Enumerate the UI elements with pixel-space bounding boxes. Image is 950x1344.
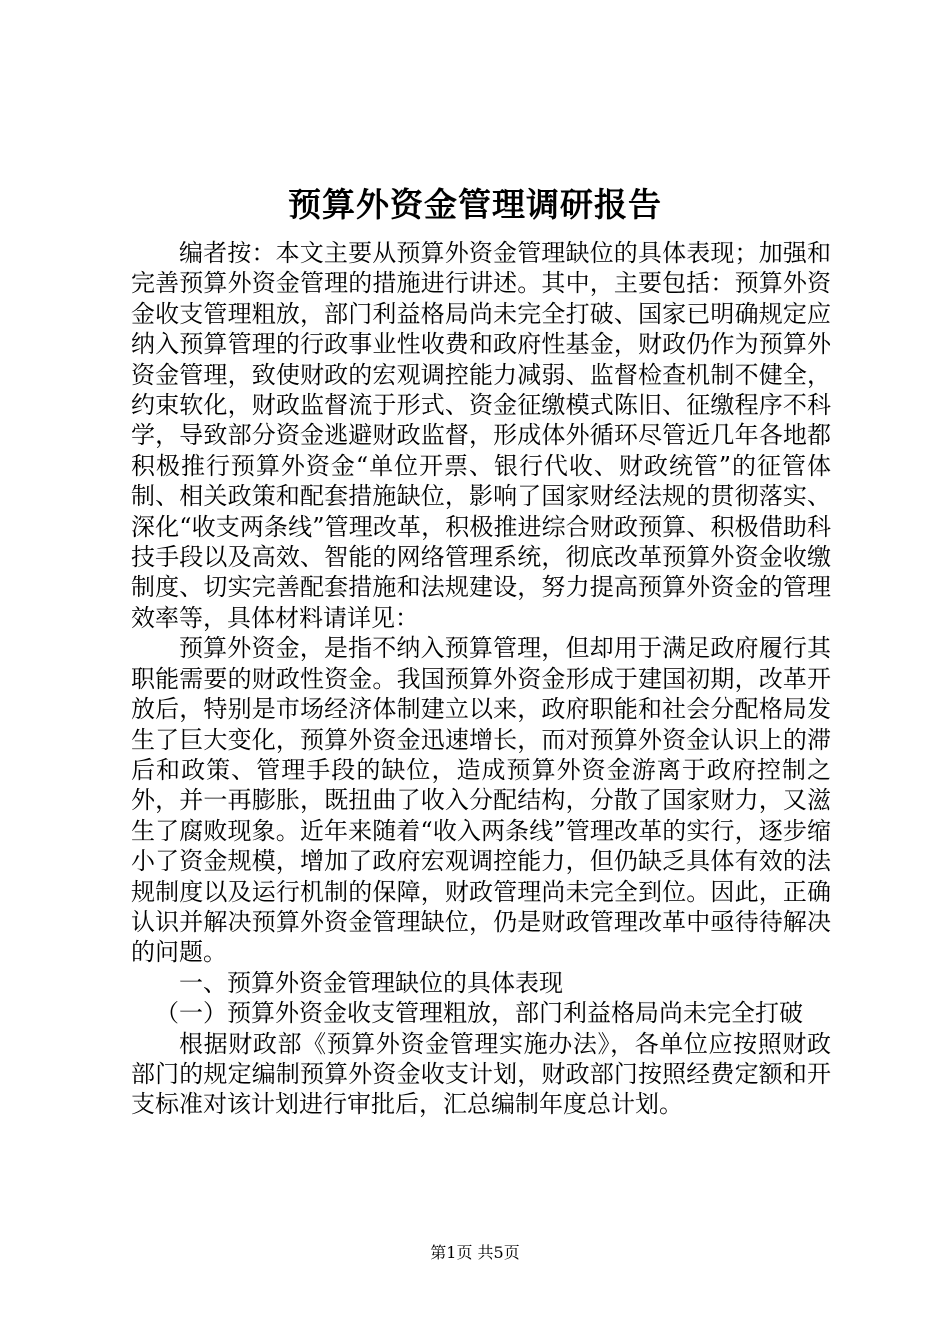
section-heading: 一、预算外资金管理缺位的具体表现 <box>179 968 563 997</box>
page-footer: 第1页 共5页 <box>430 1243 520 1262</box>
document-title: 预算外资金管理调研报告 <box>288 185 662 224</box>
subsection-heading: （一）预算外资金收支管理粗放，部门利益格局尚未完全打破 <box>155 999 803 1028</box>
editor-note-paragraph: 编者按：本文主要从预算外资金管理缺位的具体表现；加强和完善预算外资金管理的措施进行讲述。其中，主要包括：预算外资金收支管理粗放，部门利益格局尚未完全打破、国家已明确规定应纳入预算管理的行政事业性收费和政府性基金，财政仍作为预算外资金管理，致使财政的宏观调控能力减弱、监督检查机制不健全，约束软化，财政监督流于形式、资金征缴模式陈旧、征缴程序不科学，导致部分资金逃避财政监督，形成体外循环尽管近几年各地都积极推行预算外资金“单位开票、银行代收、财政统管”的征管体制、相关政策和配套措施缺位，影响了国家财经法规的贯彻落实、深化“收支两条线”管理改革，积极推进综合财政预算、积极借助科技手段以及高效、智能的网络管理系统，彻底改革预算外资金收缴制度、切实完善配套措施和法规建设，努力提高预算外资金的管理效率等，具体材料请详见： <box>131 239 831 632</box>
intro-paragraph: 预算外资金，是指不纳入预算管理，但却用于满足政府履行其职能需要的财政性资金。我国预算外资金形成于建国初期，改革开放后，特别是市场经济体制建立以来，政府职能和社会分配格局发生了巨大变化，预算外资金迅速增长，而对预算外资金认识上的滞后和政策、管理手段的缺位，造成预算外资金游离于政府控制之外，并一再膨胀，既扭曲了收入分配结构，分散了国家财力，又滋生了腐败现象。近年来随着“收入两条线”管理改革的实行，逐步缩小了资金规模，增加了政府宏观调控能力，但仍缺乏具体有效的法规制度以及运行机制的保障，财政管理尚未完全到位。因此，正确认识并解决预算外资金管理缺位，仍是财政管理改革中亟待待解决的问题。 <box>131 634 831 967</box>
document-body <box>131 238 831 1120</box>
body-paragraph: 根据财政部《预算外资金管理实施办法》，各单位应按照财政部门的规定编制预算外资金收支计划，财政部门按照经费定额和开支标准对该计划进行审批后，汇总编制年度总计划。 <box>131 1029 831 1119</box>
